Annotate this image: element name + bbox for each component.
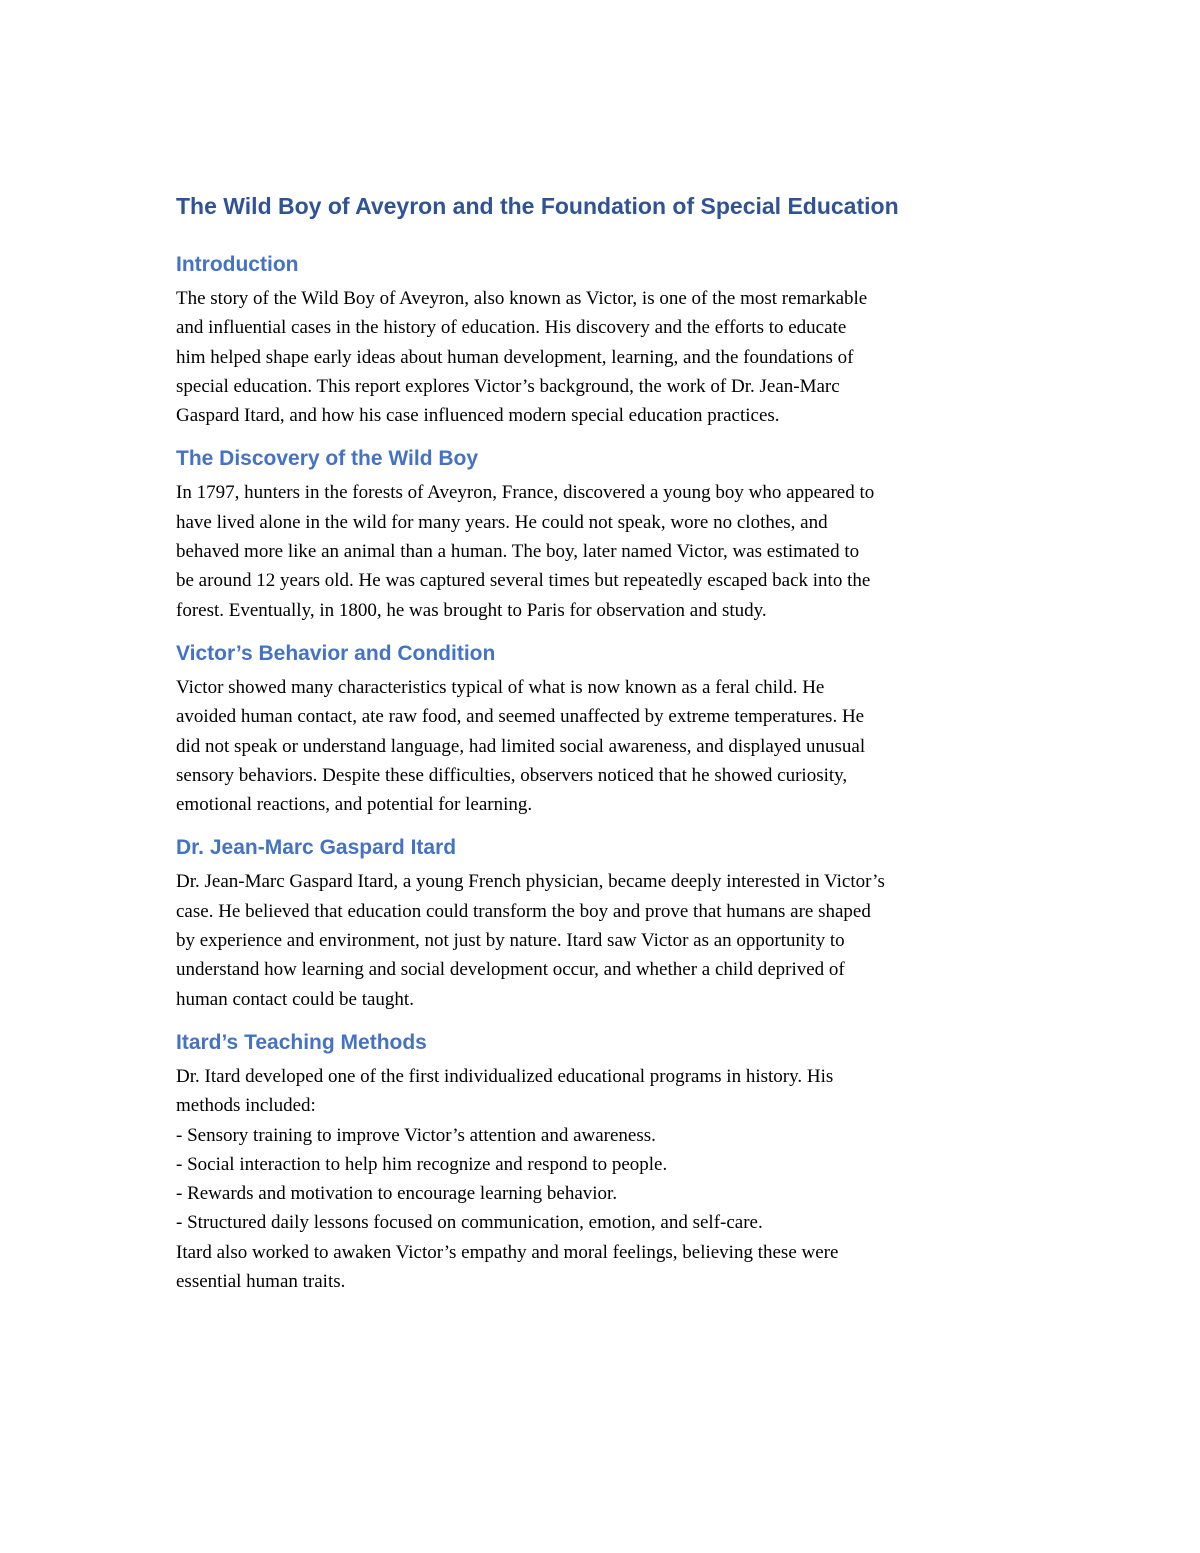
text-line: by experience and environment, not just by nature. Itard saw Victor as an opportunity to <box>176 930 845 952</box>
text-line: understand how learning and social development occur, and whether a child deprived of <box>176 959 845 981</box>
text-line: and influential cases in the history of education. His discovery and the efforts to educate <box>176 317 847 339</box>
section-introduction <box>176 250 1036 430</box>
section-itard <box>176 833 1036 1013</box>
text-line: avoided human contact, ate raw food, and seemed unaffected by extreme temperatures. He <box>176 706 865 728</box>
section-heading: Dr. Jean-Marc Gaspard Itard <box>176 836 457 860</box>
section-paragraph <box>176 867 1036 1013</box>
section-heading: Itard’s Teaching Methods <box>176 1030 427 1054</box>
section-discovery <box>176 444 1036 624</box>
section-heading: The Discovery of the Wild Boy <box>176 447 479 471</box>
list-item: - Structured daily lessons focused on communication, emotion, and self-care. <box>176 1212 763 1234</box>
document-title: The Wild Boy of Aveyron and the Foundation of Special Education <box>176 193 899 219</box>
text-line: be around 12 years old. He was captured several times but repeatedly escaped back into the <box>176 570 871 592</box>
text-line: Dr. Jean-Marc Gaspard Itard, a young French physician, became deeply interested in Victor’s <box>176 871 885 893</box>
text-line: Victor showed many characteristics typical of what is now known as a feral child. He <box>176 676 825 698</box>
section-paragraph <box>176 1062 1036 1296</box>
list-item: - Social interaction to help him recognize and respond to people. <box>176 1153 668 1175</box>
section-teaching-methods <box>176 1028 1036 1296</box>
text-line: Itard also worked to awaken Victor’s empathy and moral feelings, believing these were <box>176 1241 839 1263</box>
text-line: Gaspard Itard, and how his case influenced modern special education practices. <box>176 405 780 427</box>
text-line: methods included: <box>176 1095 316 1117</box>
text-line: In 1797, hunters in the forests of Aveyron, France, discovered a young boy who appeared to <box>176 482 875 504</box>
text-line: case. He believed that education could transform the boy and prove that humans are shaped <box>176 900 871 922</box>
text-line: Dr. Itard developed one of the first individualized educational programs in history. His <box>176 1065 834 1087</box>
section-behavior <box>176 639 1036 819</box>
text-line: did not speak or understand language, had limited social awareness, and displayed unusual <box>176 735 866 757</box>
text-line: sensory behaviors. Despite these difficulties, observers noticed that he showed curiosity, <box>176 764 848 786</box>
section-paragraph <box>176 673 1036 819</box>
text-line: essential human traits. <box>176 1271 346 1293</box>
text-line: The story of the Wild Boy of Aveyron, also known as Victor, is one of the most remarkable <box>176 288 868 309</box>
text-line: emotional reactions, and potential for learning. <box>176 794 533 816</box>
list-item: - Sensory training to improve Victor’s attention and awareness. <box>176 1124 656 1146</box>
document-page <box>176 188 1036 1310</box>
section-paragraph <box>176 478 1036 624</box>
text-line: have lived alone in the wild for many years. He could not speak, wore no clothes, and <box>176 511 828 533</box>
section-heading: Victor’s Behavior and Condition <box>176 641 496 665</box>
list-item: - Rewards and motivation to encourage learning behavior. <box>176 1183 618 1205</box>
text-line: him helped shape early ideas about human development, learning, and the foundations of <box>176 346 854 368</box>
section-paragraph <box>176 284 1036 430</box>
text-line: special education. This report explores Victor’s background, the work of Dr. Jean-Marc <box>176 375 840 397</box>
text-line: forest. Eventually, in 1800, he was brought to Paris for observation and study. <box>176 599 767 621</box>
text-line: human contact could be taught. <box>176 988 414 1010</box>
section-heading: Introduction <box>176 253 299 276</box>
text-line: behaved more like an animal than a human. The boy, later named Victor, was estimated to <box>176 541 860 563</box>
